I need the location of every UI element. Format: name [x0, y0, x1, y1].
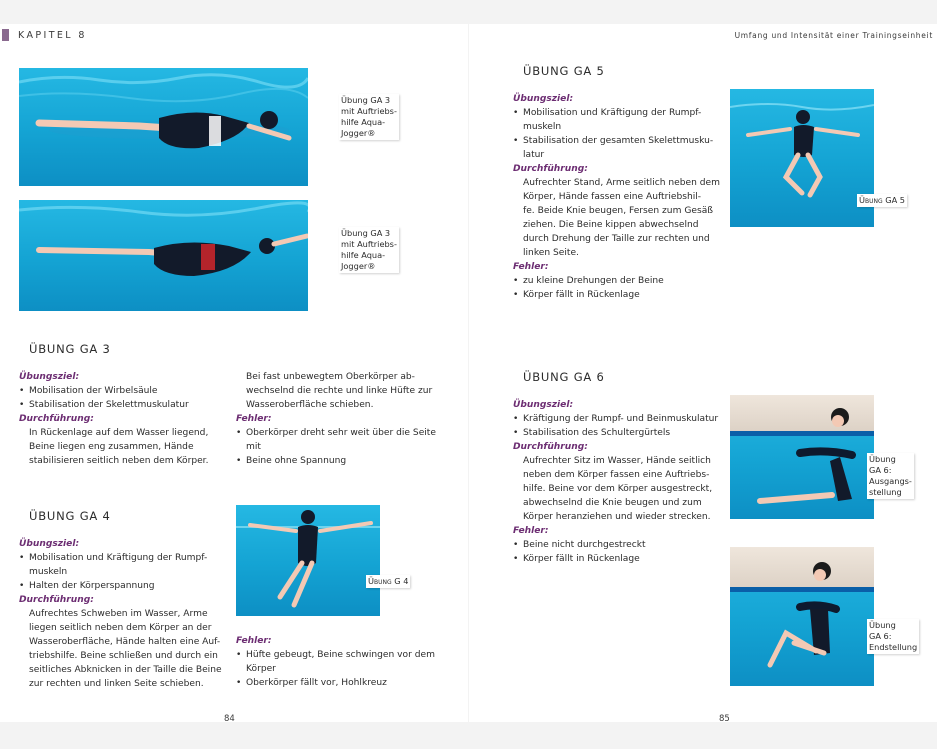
caption-ga6-end [867, 619, 919, 654]
ga4-errors [236, 634, 461, 690]
caption-ga4: Übung G 4 [368, 576, 409, 586]
ga4-exec-line: triebshilfe. Beine schließen und durch ein [29, 651, 218, 661]
ga4-goal-item-cont: muskeln [29, 567, 68, 577]
caption-line: GA 6: [869, 631, 892, 641]
swimmer-vertical-illustration [236, 505, 380, 616]
ga6-exec-line: abwechselnd die Knie beugen und zum [523, 498, 702, 508]
photo-ga5 [730, 89, 874, 227]
ga5-body [513, 92, 725, 302]
ga3-body [19, 370, 229, 468]
ga3-goal-item: • Stabilisation der Skelettmuskulatur [19, 398, 229, 412]
page-number-left: 84 [224, 714, 235, 724]
caption-line: mit Auftriebs- [341, 239, 397, 249]
ga4-errors-heading: Fehler: [236, 636, 272, 646]
ga4-goal-item: • Halten der Körperspannung [19, 579, 231, 593]
ga5-error-item: • zu kleine Drehungen der Beine [513, 274, 725, 288]
caption-line: Jogger® [341, 128, 376, 138]
photo-ga4 [236, 505, 380, 616]
ga5-goal-heading: Übungsziel: [513, 94, 574, 104]
ga5-exec-line: durch Drehung der Taille zur rechten und [523, 234, 710, 244]
running-title: Umfang und Intensität einer Trainingseinheit [734, 31, 933, 40]
ga3-error-item-cont: mit [246, 442, 261, 452]
caption-ga5: Übung GA 5 [859, 195, 905, 205]
caption-line: mit Auftriebs- [341, 106, 397, 116]
ga4-goal-heading: Übungsziel: [19, 539, 80, 549]
ga5-exec-line: ziehen. Die Beine kippen abwechselnd [523, 220, 699, 230]
ga3-goal-item: • Mobilisation der Wirbelsäule [19, 384, 229, 398]
ga5-goal-item-cont: muskeln [523, 122, 562, 132]
ga6-goal-item: • Kräftigung der Rumpf- und Beinmuskulatur [513, 412, 728, 426]
caption-line: Ausgangs- [869, 476, 912, 486]
ga5-goal-item: • Stabilisation der gesamten Skelettmusku- [513, 134, 725, 148]
ga3-exec-line: stabilisieren seitlich neben dem Körper. [29, 456, 209, 466]
ga5-title: ÜBUNG GA 5 [523, 64, 605, 78]
caption-line: Endstellung [869, 642, 918, 652]
ga3-errors-heading: Fehler: [236, 414, 272, 424]
caption-line: Übung GA 3 [341, 95, 391, 105]
ga6-goal-item: • Stabilisation des Schultergürtels [513, 426, 728, 440]
ga3-goal-heading: Übungsziel: [19, 372, 80, 382]
ga5-goal-item-cont: latur [523, 150, 545, 160]
ga5-goal-item: • Mobilisation und Kräftigung der Rumpf- [513, 106, 725, 120]
ga4-error-item: • Hüfte gebeugt, Beine schwingen vor dem [236, 648, 461, 662]
ga3-error-item: • Beine ohne Spannung [236, 454, 461, 468]
caption-line: hilfe Aqua- [341, 117, 386, 127]
ga6-exec-line: hilfe. Beine vor dem Körper ausgestreckt, [523, 484, 713, 494]
caption-ga6-start [867, 453, 914, 499]
ga3-body-cont [236, 370, 461, 468]
ga3-error-item: • Oberkörper dreht sehr weit über die Seite [236, 426, 461, 440]
ga6-exec-line: Aufrechter Sitz im Wasser, Hände seitlich [523, 456, 711, 466]
caption-ga3-b [339, 227, 399, 273]
ga6-exec-line: Körper heranziehen und wieder strecken. [523, 512, 711, 522]
ga3-cont-line: Bei fast unbewegtem Oberkörper ab- [246, 372, 415, 382]
chapter-label: KAPITEL 8 [18, 30, 87, 41]
ga4-error-item: • Oberkörper fällt vor, Hohlkreuz [236, 676, 461, 690]
swimmer-sitting-illustration [730, 395, 874, 519]
swimmer-backfloat-illustration [19, 200, 308, 311]
photo-ga3-a [19, 68, 308, 186]
caption-line: Übung GA 3 [341, 228, 391, 238]
ga3-cont-line: Wasseroberfläche schieben. [246, 400, 374, 410]
ga4-exec-heading: Durchführung: [19, 595, 94, 605]
ga4-error-item-cont: Körper [246, 664, 276, 674]
ga4-exec-line: Aufrechtes Schweben im Wasser, Arme [29, 609, 208, 619]
ga6-title: ÜBUNG GA 6 [523, 370, 605, 384]
photo-ga3-b [19, 200, 308, 311]
caption-line: GA 6: [869, 465, 892, 475]
ga6-error-item: • Körper fällt in Rückenlage [513, 552, 728, 566]
ga6-exec-line: neben dem Körper fassen eine Auftriebs- [523, 470, 710, 480]
ga5-exec-line: fe. Beide Knie beugen, Fersen zum Gesäß [523, 206, 713, 216]
swimmer-knees-pulled-illustration [730, 547, 874, 686]
ga4-exec-line: zur rechten und linken Seite schieben. [29, 679, 204, 689]
swimmer-knees-bent-illustration [730, 89, 874, 227]
caption-line: Übung [869, 454, 896, 464]
caption-line: Übung [869, 620, 896, 630]
ga5-exec-line: linken Seite. [523, 248, 579, 258]
ga3-title: ÜBUNG GA 3 [29, 342, 111, 356]
ga5-exec-heading: Durchführung: [513, 164, 588, 174]
ga6-goal-heading: Übungsziel: [513, 400, 574, 410]
ga5-error-item: • Körper fällt in Rückenlage [513, 288, 725, 302]
ga4-exec-line: Wasseroberfläche, Hände halten eine Auf- [29, 637, 221, 647]
ga6-error-item: • Beine nicht durchgestreckt [513, 538, 728, 552]
page-number-right: 85 [719, 714, 730, 724]
ga6-errors-heading: Fehler: [513, 526, 549, 536]
ga4-title: ÜBUNG GA 4 [29, 509, 111, 523]
chapter-marker [2, 29, 9, 41]
ga4-exec-line: liegen seitlich neben dem Körper an der [29, 623, 212, 633]
swimmer-backfloat-illustration [19, 68, 308, 186]
ga3-exec-line: Beine liegen eng zusammen, Hände [29, 442, 194, 452]
photo-ga6-end [730, 547, 874, 686]
ga3-cont-line: wechselnd die rechte und linke Hüfte zur [246, 386, 433, 396]
ga5-exec-line: Aufrechter Stand, Arme seitlich neben dem [523, 178, 720, 188]
caption-line: Jogger® [341, 261, 376, 271]
photo-ga6-start [730, 395, 874, 519]
ga3-exec-line: In Rückenlage auf dem Wasser liegend, [29, 428, 209, 438]
ga4-goal-item: • Mobilisation und Kräftigung der Rumpf- [19, 551, 231, 565]
ga4-exec-line: seitliches Abknicken in der Taille die Beine [29, 665, 222, 675]
caption-line: stellung [869, 487, 902, 497]
ga5-exec-line: Körper, Hände fassen eine Auftriebshil- [523, 192, 702, 202]
ga4-body [19, 537, 231, 691]
ga6-body [513, 398, 728, 566]
ga6-exec-heading: Durchführung: [513, 442, 588, 452]
ga5-errors-heading: Fehler: [513, 262, 549, 272]
ga3-exec-heading: Durchführung: [19, 414, 94, 424]
caption-ga3-a [339, 94, 399, 140]
caption-line: hilfe Aqua- [341, 250, 386, 260]
